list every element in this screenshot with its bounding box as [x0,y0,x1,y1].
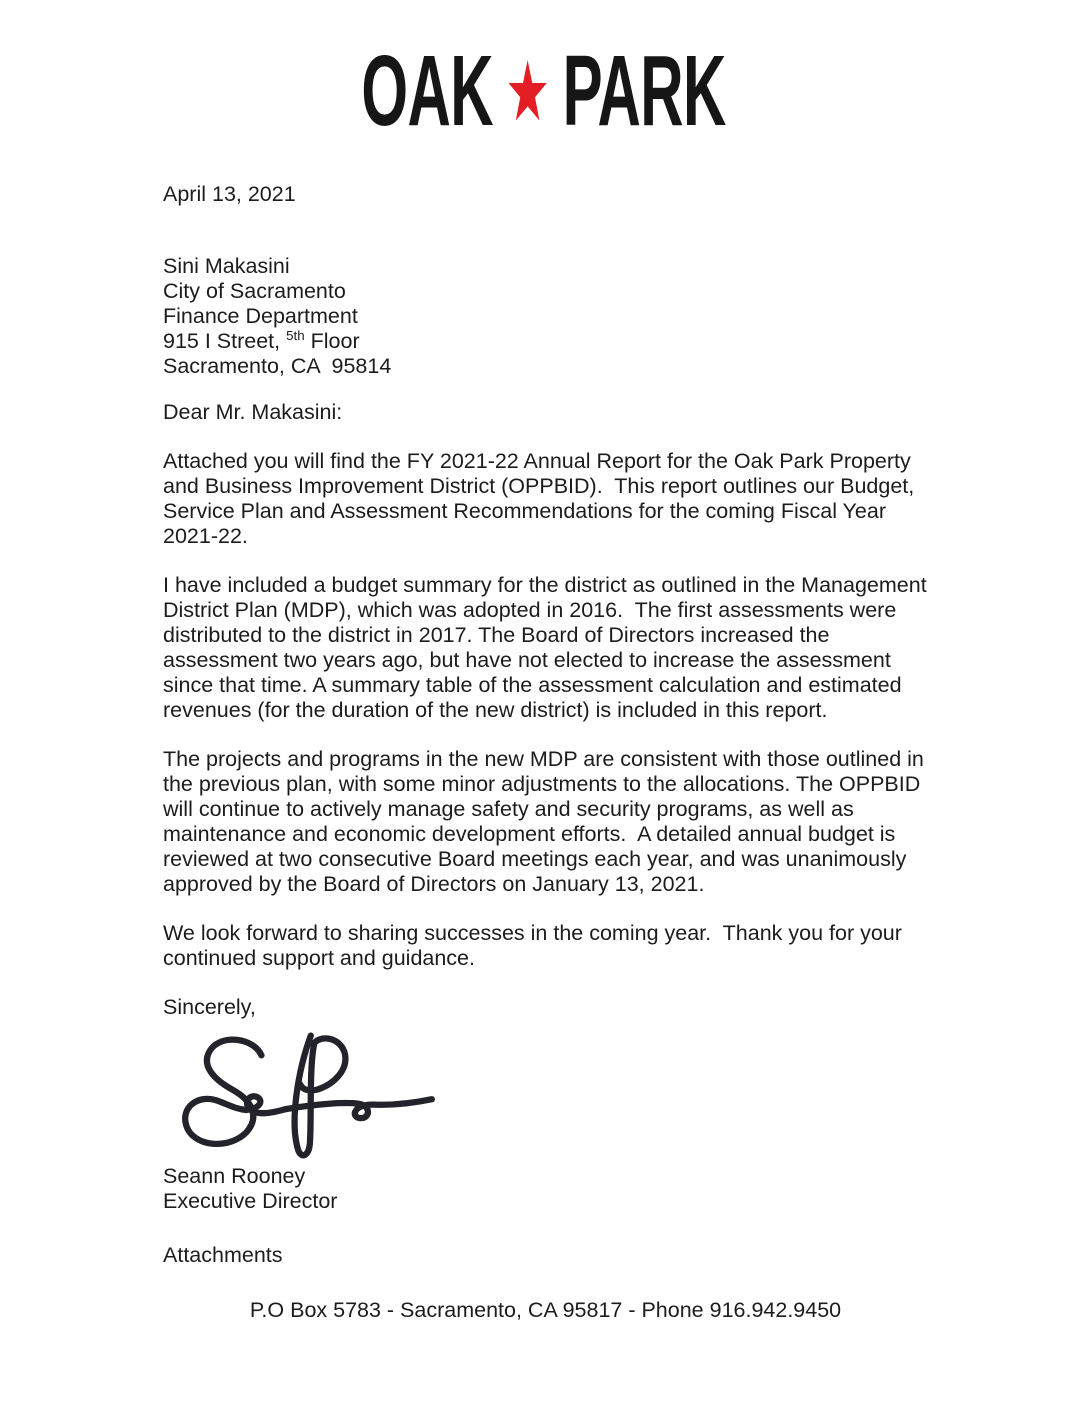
recipient-address [163,254,928,379]
street-prefix: 915 I Street, [163,329,287,353]
recipient-city-state-zip: Sacramento, CA 95814 [163,354,392,378]
paragraph-3: The projects and programs in the new MDP are consistent with those outlined in the previous plan, with some minor adjustments to the allocations. The OPPBID will continue to actively manage safety and security programs, as well as maintenance and economic development efforts. A detailed annual budget is reviewed at two consecutive Board meetings each year, and was unanimously approved by the Board of Directors on January 13, 2021. [163,747,930,896]
street-superscript: 5th [286,327,305,343]
signer-title: Executive Director [163,1189,338,1213]
signature-image [163,1032,455,1162]
logo-word-oak: OAK [361,35,494,147]
footer-contact: P.O Box 5783 - Sacramento, CA 95817 - Phone 916.942.9450 [249,1298,842,1322]
recipient-street [163,329,928,354]
signature [163,1032,455,1162]
star-icon [497,60,559,122]
closing: Sincerely, [163,995,256,1019]
recipient-organization: City of Sacramento [163,279,346,303]
letterhead [0,0,1088,147]
salutation: Dear Mr. Makasini: [163,400,343,424]
street-suffix: Floor [304,329,360,353]
oak-park-logo [361,35,727,147]
paragraph-2: I have included a budget summary for the district as outlined in the Management District Plan (MDP), which was adopted in 2016. The first assessments were distributed to the district in 2017. The Board of Directors increased the assessment two years ago, but have not elected to increase the assessment since that time. A summary table of the assessment calculation and estimated revenues (for the duration of the new district) is included in this report. [163,573,933,722]
paragraph-4: We look forward to sharing successes in the coming year. Thank you for your continued support and guidance. [163,921,908,970]
star-shape [509,60,547,120]
recipient-name: Sini Makasini [163,254,290,278]
signer-name: Seann Rooney [163,1164,306,1188]
paragraph-1: Attached you will find the FY 2021-22 Annual Report for the Oak Park Property and Business Improvement District (OPPBID). This report outlines our Budget, Service Plan and Assessment Recommendations for the coming Fiscal Year 2021-22. [163,449,921,548]
letter-date: April 13, 2021 [163,182,296,206]
logo-word-park: PARK [562,35,727,147]
recipient-department: Finance Department [163,304,358,328]
letter-body [0,182,1088,1323]
attachments-label: Attachments [163,1243,283,1267]
